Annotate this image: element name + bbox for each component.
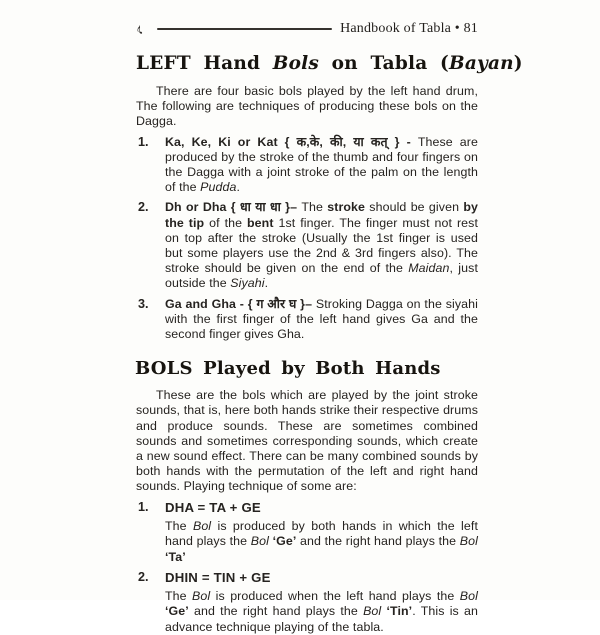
bol-formula: DHA = TA + GE — [165, 499, 261, 515]
list-item-number: 1. — [138, 134, 149, 149]
running-header-title: Handbook of Tabla • 81 — [340, 21, 478, 36]
list-item-number: 2. — [138, 569, 149, 584]
header-rule — [157, 28, 333, 30]
list-item-number: 2. — [138, 200, 149, 215]
list-item — [136, 200, 478, 291]
left-hand-bols-list — [136, 135, 478, 343]
page-content — [135, 20, 523, 635]
music-note-icon: ♪ — [136, 20, 144, 38]
section-title-left-hand-bols: LEFT Hand Bols on Tabla (Bayan) — [136, 53, 523, 74]
bol-description: The Bol is produced by both hands in which the left hand plays the Bol ‘Ge’ and the right hand plays the Bol ‘Ta’ — [165, 519, 478, 564]
left-hand-intro-paragraph: There are four basic bols played by the left hand drum, The following are techniques of producing these bols on the Dagga. — [136, 84, 478, 129]
section-title-bols-both-hands: BOLS Played by Both Hands — [135, 358, 441, 380]
list-item-text: Ga and Gha - { ग और घ }– Stroking Dagga on the siyahi with the first finger of the left hand gives Ga and the second finger gives Gha. — [165, 296, 478, 342]
list-item — [136, 500, 478, 516]
list-item-number: 1. — [138, 499, 149, 514]
list-item — [136, 135, 478, 196]
both-hands-intro-paragraph: These are the bols which are played by the joint stroke sounds, that is, here both hands strike their respective drums and produce sounds. These are sometimes combined sounds and sometimes corresponding sounds, which create a new sound effect. There can be many combined sounds by both hands with the permutation of the left and right hand sounds. Playing technique of some are: — [136, 388, 478, 494]
both-hands-bols-list — [136, 500, 478, 635]
list-item-number: 3. — [138, 296, 149, 311]
running-header — [136, 20, 478, 38]
list-item — [136, 297, 478, 343]
list-item-text: Dh or Dha { धा या धा }– The stroke should be given by the tip of the bent 1st finger. The finger must not rest on top after the stroke (Usually the 1st finger is used but some players use the 2nd & 3rd fingers also). The stroke should be given on the end of the Maidan, just outside the Siyahi. — [165, 200, 478, 291]
bol-description: The Bol is produced when the left hand plays the Bol ‘Ge’ and the right hand plays the Bol ‘Tin’. This is an advance technique playing of the tabla. — [165, 589, 478, 634]
list-item — [136, 570, 478, 586]
list-item-text: Ka, Ke, Ki or Kat { क,के, की, या कत् } - These are produced by the stroke of the thumb and four fingers on the Dagga with a joint stroke of the palm on the length of the Pudda. — [165, 134, 478, 195]
bol-formula: DHIN = TIN + GE — [165, 569, 271, 585]
